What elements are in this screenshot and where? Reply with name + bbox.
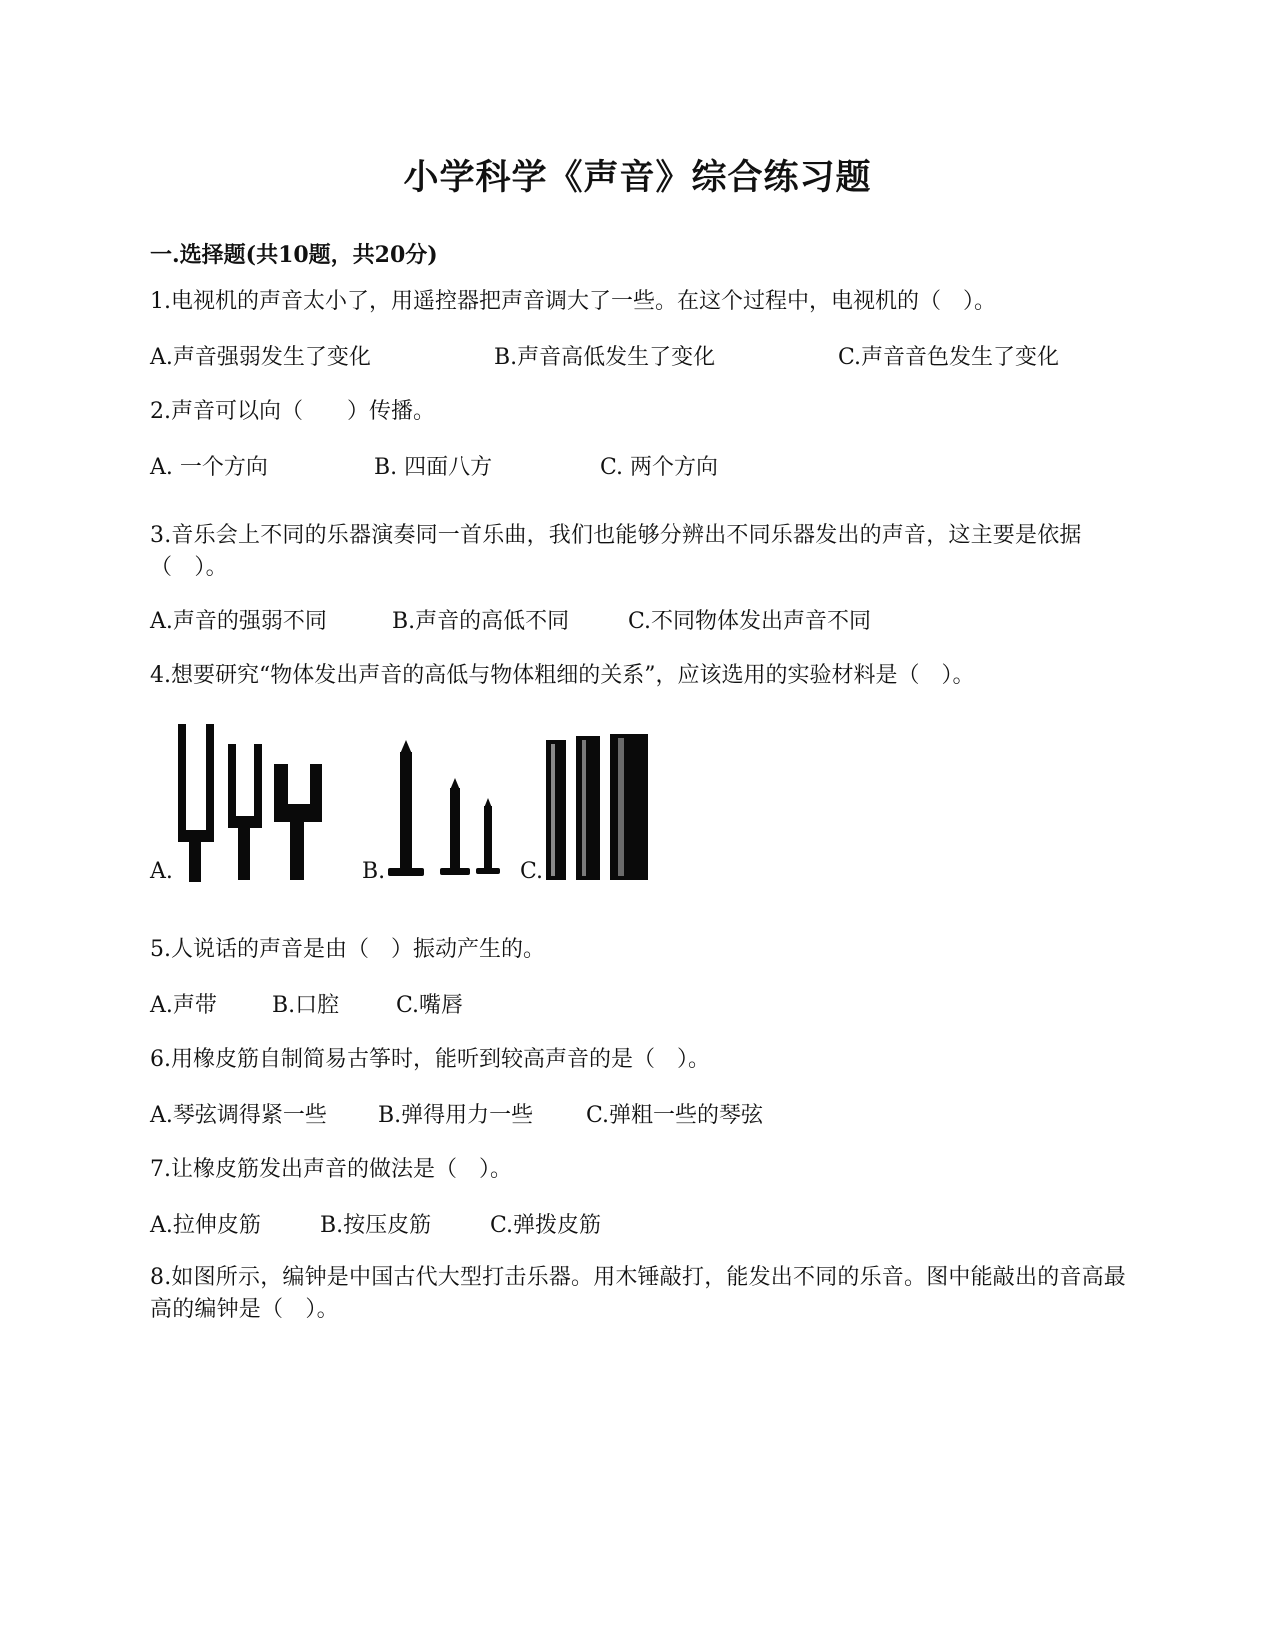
- question-7-option-a: A.拉伸皮筋: [150, 1213, 261, 1238]
- question-1-option-b: B.声音高低发生了变化: [494, 345, 716, 370]
- page-title: 小学科学《声音》综合练习题: [403, 157, 872, 198]
- question-6-stem: 6.用橡皮筋自制简易古筝时，能听到较高声音的是（ ）。: [150, 1047, 710, 1072]
- question-5-option-c: C.嘴唇: [396, 993, 464, 1018]
- question-4-option-c: C.: [520, 859, 544, 884]
- question-8-stem: 8.如图所示，编钟是中国古代大型打击乐器。用木锤敲打，能发出不同的乐音。图中能敲出的音高最高的编钟是（ ）。: [150, 1265, 1126, 1322]
- question-7-option-c: C.弹拨皮筋: [490, 1213, 602, 1238]
- question-6-option-a: A.琴弦调得紧一些: [150, 1103, 327, 1128]
- question-2-option-c: C. 两个方向: [600, 455, 719, 480]
- question-3-stem: 3.音乐会上不同的乐器演奏同一首乐曲，我们也能够分辨出不同乐器发出的声音，这主要是依据（ ）。: [150, 523, 1082, 580]
- question-2-option-a: A. 一个方向: [150, 455, 268, 480]
- rods-icon: [544, 732, 654, 884]
- question-1-option-a: A.声音强弱发生了变化: [150, 345, 371, 370]
- question-4-option-a: A.: [150, 859, 173, 884]
- question-4-option-b: B.: [362, 859, 386, 884]
- question-3-option-c: C.不同物体发出声音不同: [628, 609, 872, 634]
- question-5-option-a: A.声带: [150, 993, 217, 1018]
- question-7-stem: 7.让橡皮筋发出声音的做法是（ ）。: [150, 1157, 512, 1182]
- question-3-option-a: A.声音的强弱不同: [150, 609, 327, 634]
- question-5-option-b: B.口腔: [272, 993, 340, 1018]
- question-6-option-c: C.弹粗一些的琴弦: [586, 1103, 764, 1128]
- question-7-option-b: B.按压皮筋: [320, 1213, 432, 1238]
- question-6-option-b: B.弹得用力一些: [378, 1103, 534, 1128]
- question-5-stem: 5.人说话的声音是由（ ）振动产生的。: [150, 937, 545, 962]
- question-2-stem: 2.声音可以向（ ）传播。: [150, 399, 435, 424]
- tuning-forks-icon: [174, 724, 334, 884]
- nails-icon: [386, 740, 506, 885]
- section-heading: 一.选择题(共10题，共20分): [150, 242, 438, 268]
- question-1-option-c: C.声音音色发生了变化: [838, 345, 1060, 370]
- question-2-option-b: B. 四面八方: [374, 455, 493, 480]
- question-1-stem: 1.电视机的声音太小了，用遥控器把声音调大了一些。在这个过程中，电视机的（ ）。: [150, 289, 996, 314]
- question-3-option-b: B.声音的高低不同: [392, 609, 570, 634]
- question-4-stem: 4.想要研究“物体发出声音的高低与物体粗细的关系”，应该选用的实验材料是（ ）。: [150, 663, 975, 688]
